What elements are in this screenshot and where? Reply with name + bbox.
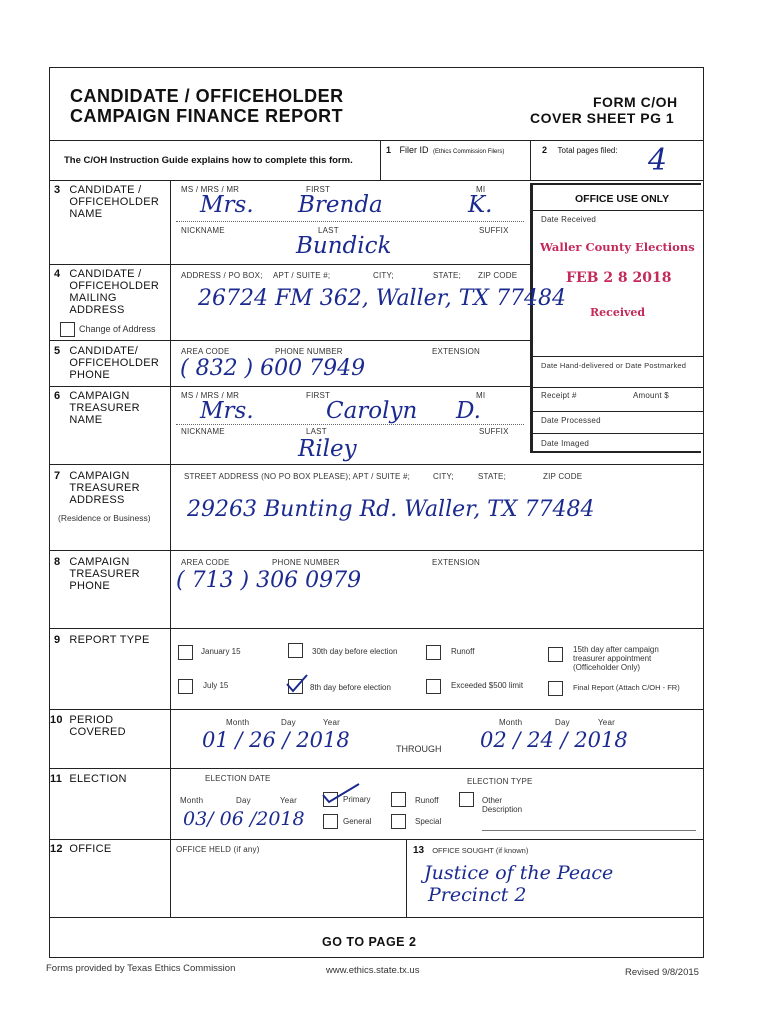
office-line-4 xyxy=(532,433,703,434)
section-6-num: 6 xyxy=(54,390,61,402)
section-7-num: 7 xyxy=(54,470,61,482)
office-line-3 xyxy=(532,411,703,412)
section-10-label xyxy=(50,714,168,738)
election-primary-label: Primary xyxy=(343,795,371,804)
section-4-text: CANDIDATE / OFFICEHOLDER MAILING ADDRESS xyxy=(69,268,160,316)
s5-phone-label: PHONE NUMBER xyxy=(275,347,343,356)
report-exceeded-checkbox[interactable] xyxy=(426,679,441,694)
s6-ms-label: MS / MRS / MR xyxy=(181,391,240,400)
s8-phone-label: PHONE NUMBER xyxy=(272,558,340,567)
row-line-12 xyxy=(49,839,704,840)
stamp-county: Waller County Elections xyxy=(540,240,695,254)
section-3-num: 3 xyxy=(54,184,61,196)
s13-sought-label xyxy=(413,845,528,856)
filer-id-note: (Ethics Commission Filers) xyxy=(433,149,505,155)
form-subtitle: COVER SHEET PG 1 xyxy=(530,110,675,126)
report-jan15-checkbox[interactable] xyxy=(178,645,193,660)
stamp-date: FEB 2 8 2018 xyxy=(566,270,672,286)
date-received-label: Date Received xyxy=(541,215,597,224)
frame-top xyxy=(49,67,703,68)
s7-state-label: STATE; xyxy=(478,472,507,481)
footer-provided: Forms provided by Texas Ethics Commission xyxy=(46,963,236,974)
s10-from-month-label: Month xyxy=(226,718,250,727)
s7-street-label: STREET ADDRESS (NO PO BOX PLEASE); APT / SUITE #; xyxy=(184,472,411,481)
report-runoff-label: Runoff xyxy=(451,647,475,656)
go-to-page-2: GO TO PAGE 2 xyxy=(322,935,417,949)
s3-suffix-label: SUFFIX xyxy=(479,226,509,235)
section-12-num: 12 xyxy=(50,843,63,855)
total-pages-text: Total pages filed: xyxy=(557,146,618,155)
filer-divider-left xyxy=(380,140,381,180)
s13-sought-line1: Justice of the Peace xyxy=(424,862,614,884)
report-15day-checkbox[interactable] xyxy=(548,647,563,662)
s3-nick-label: NICKNAME xyxy=(181,226,225,235)
election-runoff-label: Runoff xyxy=(415,796,439,805)
report-jul15-label: July 15 xyxy=(203,681,229,690)
section-12-text: OFFICE xyxy=(69,843,112,855)
total-pages-num: 2 xyxy=(542,145,548,155)
s4-state-label: STATE; xyxy=(433,271,462,280)
row-line-9 xyxy=(49,628,704,629)
report-30day-label: 30th day before election xyxy=(312,647,398,656)
section-13-num: 13 xyxy=(413,845,425,856)
s3-ms-value: Mrs. xyxy=(200,192,254,218)
report-15day-label: 15th day after campaign treasurer appointment (Officeholder Only) xyxy=(573,645,659,672)
s3-dotted-1 xyxy=(176,221,524,222)
s11-date-label: ELECTION DATE xyxy=(205,774,271,783)
section-11-text: ELECTION xyxy=(69,773,127,785)
frame-right xyxy=(703,67,704,957)
row-line-7 xyxy=(49,464,704,465)
row-line-10 xyxy=(49,709,704,710)
report-final-label: Final Report (Attach C/OH - FR) xyxy=(573,683,680,692)
report-8day-checkmark xyxy=(284,672,310,694)
s10-to-value: 02 / 24 / 2018 xyxy=(480,728,628,752)
s11-month-label: Month xyxy=(180,796,204,805)
s4-city-label: CITY; xyxy=(373,271,394,280)
election-other-label: Other Description xyxy=(482,796,523,814)
s10-to-day-label: Day xyxy=(555,718,570,727)
s5-area-label: AREA CODE xyxy=(181,347,230,356)
section-8-label xyxy=(54,556,166,592)
office-line-2 xyxy=(532,387,703,388)
s11-year-label: Year xyxy=(280,796,297,805)
section-9-label xyxy=(54,634,166,646)
report-8day-label: 8th day before election xyxy=(310,683,391,692)
s12-held-label: OFFICE HELD (if any) xyxy=(176,845,260,854)
total-pages-value: 4 xyxy=(648,143,668,178)
label-column-divider xyxy=(170,180,171,917)
s10-from-value: 01 / 26 / 2018 xyxy=(202,728,350,752)
s6-last-label: LAST xyxy=(306,427,327,436)
office-column-divider xyxy=(406,839,407,917)
filer-divider-right xyxy=(530,140,531,180)
instruction-text: The C/OH Instruction Guide explains how to complete this form. xyxy=(64,155,353,166)
filer-id-text: Filer ID xyxy=(399,145,429,155)
receipt-label: Receipt # xyxy=(541,391,577,400)
row-line-5 xyxy=(49,340,530,341)
s11-type-label: ELECTION TYPE xyxy=(467,777,533,786)
office-line-1 xyxy=(532,356,703,357)
form-title-line2: CAMPAIGN FINANCE REPORT xyxy=(70,106,344,126)
report-final-checkbox[interactable] xyxy=(548,681,563,696)
s6-nick-label: NICKNAME xyxy=(181,427,225,436)
s5-phone-value: ( 832 ) 600 7949 xyxy=(180,356,366,381)
report-runoff-checkbox[interactable] xyxy=(426,645,441,660)
section-5-label xyxy=(54,345,166,381)
s4-addr-label: ADDRESS / PO BOX; xyxy=(181,271,263,280)
s13-sought-line2: Precinct 2 xyxy=(428,884,527,906)
office-use-title: OFFICE USE ONLY xyxy=(575,193,670,205)
amount-label: Amount $ xyxy=(633,391,669,400)
date-processed-label: Date Processed xyxy=(541,416,601,425)
row-line-11 xyxy=(49,768,704,769)
form-title-line1: CANDIDATE / OFFICEHOLDER xyxy=(70,86,344,106)
section-12-label xyxy=(50,843,168,855)
s10-to-year-label: Year xyxy=(598,718,615,727)
footer-revised: Revised 9/8/2015 xyxy=(625,967,699,978)
section-8-text: CAMPAIGN TREASURER PHONE xyxy=(69,556,140,592)
s3-first-value: Brenda xyxy=(298,192,383,218)
s3-mi-label: MI xyxy=(476,185,486,194)
s8-phone-value: ( 713 ) 306 0979 xyxy=(176,568,362,593)
section-10-num: 10 xyxy=(50,714,63,726)
section-3-text: CANDIDATE / OFFICEHOLDER NAME xyxy=(69,184,160,220)
change-of-address-checkbox[interactable] xyxy=(60,322,75,337)
s4-apt-label: APT / SUITE #; xyxy=(273,271,331,280)
frame-bottom xyxy=(49,957,704,958)
s11-day-label: Day xyxy=(236,796,251,805)
section-4-num: 4 xyxy=(54,268,61,280)
election-runoff-checkbox[interactable] xyxy=(391,792,406,807)
section-4-label xyxy=(54,268,166,316)
election-special-checkbox[interactable] xyxy=(391,814,406,829)
filer-id-num: 1 xyxy=(386,145,392,155)
hand-delivered-label: Date Hand-delivered or Date Postmarked xyxy=(541,361,687,370)
s4-address-value: 26724 FM 362, Waller, TX 77484 xyxy=(198,286,567,311)
row-line-4 xyxy=(49,264,530,265)
row-line-13 xyxy=(49,917,704,918)
report-jan15-label: January 15 xyxy=(201,647,241,656)
section-9-text: REPORT TYPE xyxy=(69,634,150,646)
section-8-num: 8 xyxy=(54,556,61,568)
s6-first-label: FIRST xyxy=(306,391,331,400)
section-13-text: OFFICE SOUGHT (if known) xyxy=(432,846,529,855)
s6-mi-label: MI xyxy=(476,391,486,400)
s10-from-year-label: Year xyxy=(323,718,340,727)
report-30day-checkbox[interactable] xyxy=(288,643,303,658)
s7-sub-label: (Residence or Business) xyxy=(58,513,151,523)
election-general-label: General xyxy=(343,817,372,826)
s3-last-value: Bundick xyxy=(296,233,392,259)
s7-address-value: 29263 Bunting Rd. Waller, TX 77484 xyxy=(187,497,595,522)
footer-url: www.ethics.state.tx.us xyxy=(326,965,420,976)
change-of-address-label: Change of Address xyxy=(79,324,156,334)
s8-ext-label: EXTENSION xyxy=(432,558,481,567)
office-use-left-bold xyxy=(530,183,533,453)
s3-ms-label: MS / MRS / MR xyxy=(181,185,240,194)
s6-last-value: Riley xyxy=(298,436,357,462)
section-11-num: 11 xyxy=(50,773,63,785)
s6-mi-value: D. xyxy=(456,398,481,424)
total-pages-label xyxy=(542,145,618,155)
s3-last-label: LAST xyxy=(318,226,339,235)
s7-zip-label: ZIP CODE xyxy=(543,472,583,481)
section-7-text: CAMPAIGN TREASURER ADDRESS xyxy=(69,470,140,506)
report-exceeded-label: Exceeded $500 limit xyxy=(451,681,524,690)
s6-dotted-1 xyxy=(176,424,524,425)
office-use-title-line xyxy=(532,210,703,211)
section-11-label xyxy=(50,773,168,785)
section-9-num: 9 xyxy=(54,634,61,646)
s4-zip-label: ZIP CODE xyxy=(478,271,518,280)
s3-mi-value: K. xyxy=(468,192,493,218)
s3-first-label: FIRST xyxy=(306,185,331,194)
frame-left xyxy=(49,67,50,957)
filer-id-label xyxy=(386,145,504,155)
other-description-line xyxy=(482,830,696,831)
s5-ext-label: EXTENSION xyxy=(432,347,481,356)
s10-from-day-label: Day xyxy=(281,718,296,727)
date-imaged-label: Date Imaged xyxy=(541,439,590,448)
section-6-text: CAMPAIGN TREASURER NAME xyxy=(69,390,140,426)
section-6-label xyxy=(54,390,166,426)
election-general-checkbox[interactable] xyxy=(323,814,338,829)
row-line-8 xyxy=(49,550,704,551)
election-other-checkbox[interactable] xyxy=(459,792,474,807)
election-special-label: Special xyxy=(415,817,442,826)
s7-city-label: CITY; xyxy=(433,472,454,481)
row-line-6 xyxy=(49,386,530,387)
section-10-text: PERIOD COVERED xyxy=(69,714,126,738)
section-5-text: CANDIDATE/ OFFICEHOLDER PHONE xyxy=(69,345,160,381)
s10-through-label: THROUGH xyxy=(396,744,442,754)
s6-first-value: Carolyn xyxy=(326,398,418,424)
s11-date-value: 03/ 06 /2018 xyxy=(183,808,305,830)
form-id: FORM C/OH xyxy=(593,94,678,110)
s6-ms-value: Mrs. xyxy=(200,398,254,424)
report-jul15-checkbox[interactable] xyxy=(178,679,193,694)
section-3-label xyxy=(54,184,166,220)
stamp-received: Received xyxy=(590,306,646,319)
row-line-3 xyxy=(49,180,704,181)
s10-to-month-label: Month xyxy=(499,718,523,727)
s8-area-label: AREA CODE xyxy=(181,558,230,567)
section-7-label xyxy=(54,470,166,506)
header-divider xyxy=(49,140,704,141)
section-5-num: 5 xyxy=(54,345,61,357)
s6-suffix-label: SUFFIX xyxy=(479,427,509,436)
